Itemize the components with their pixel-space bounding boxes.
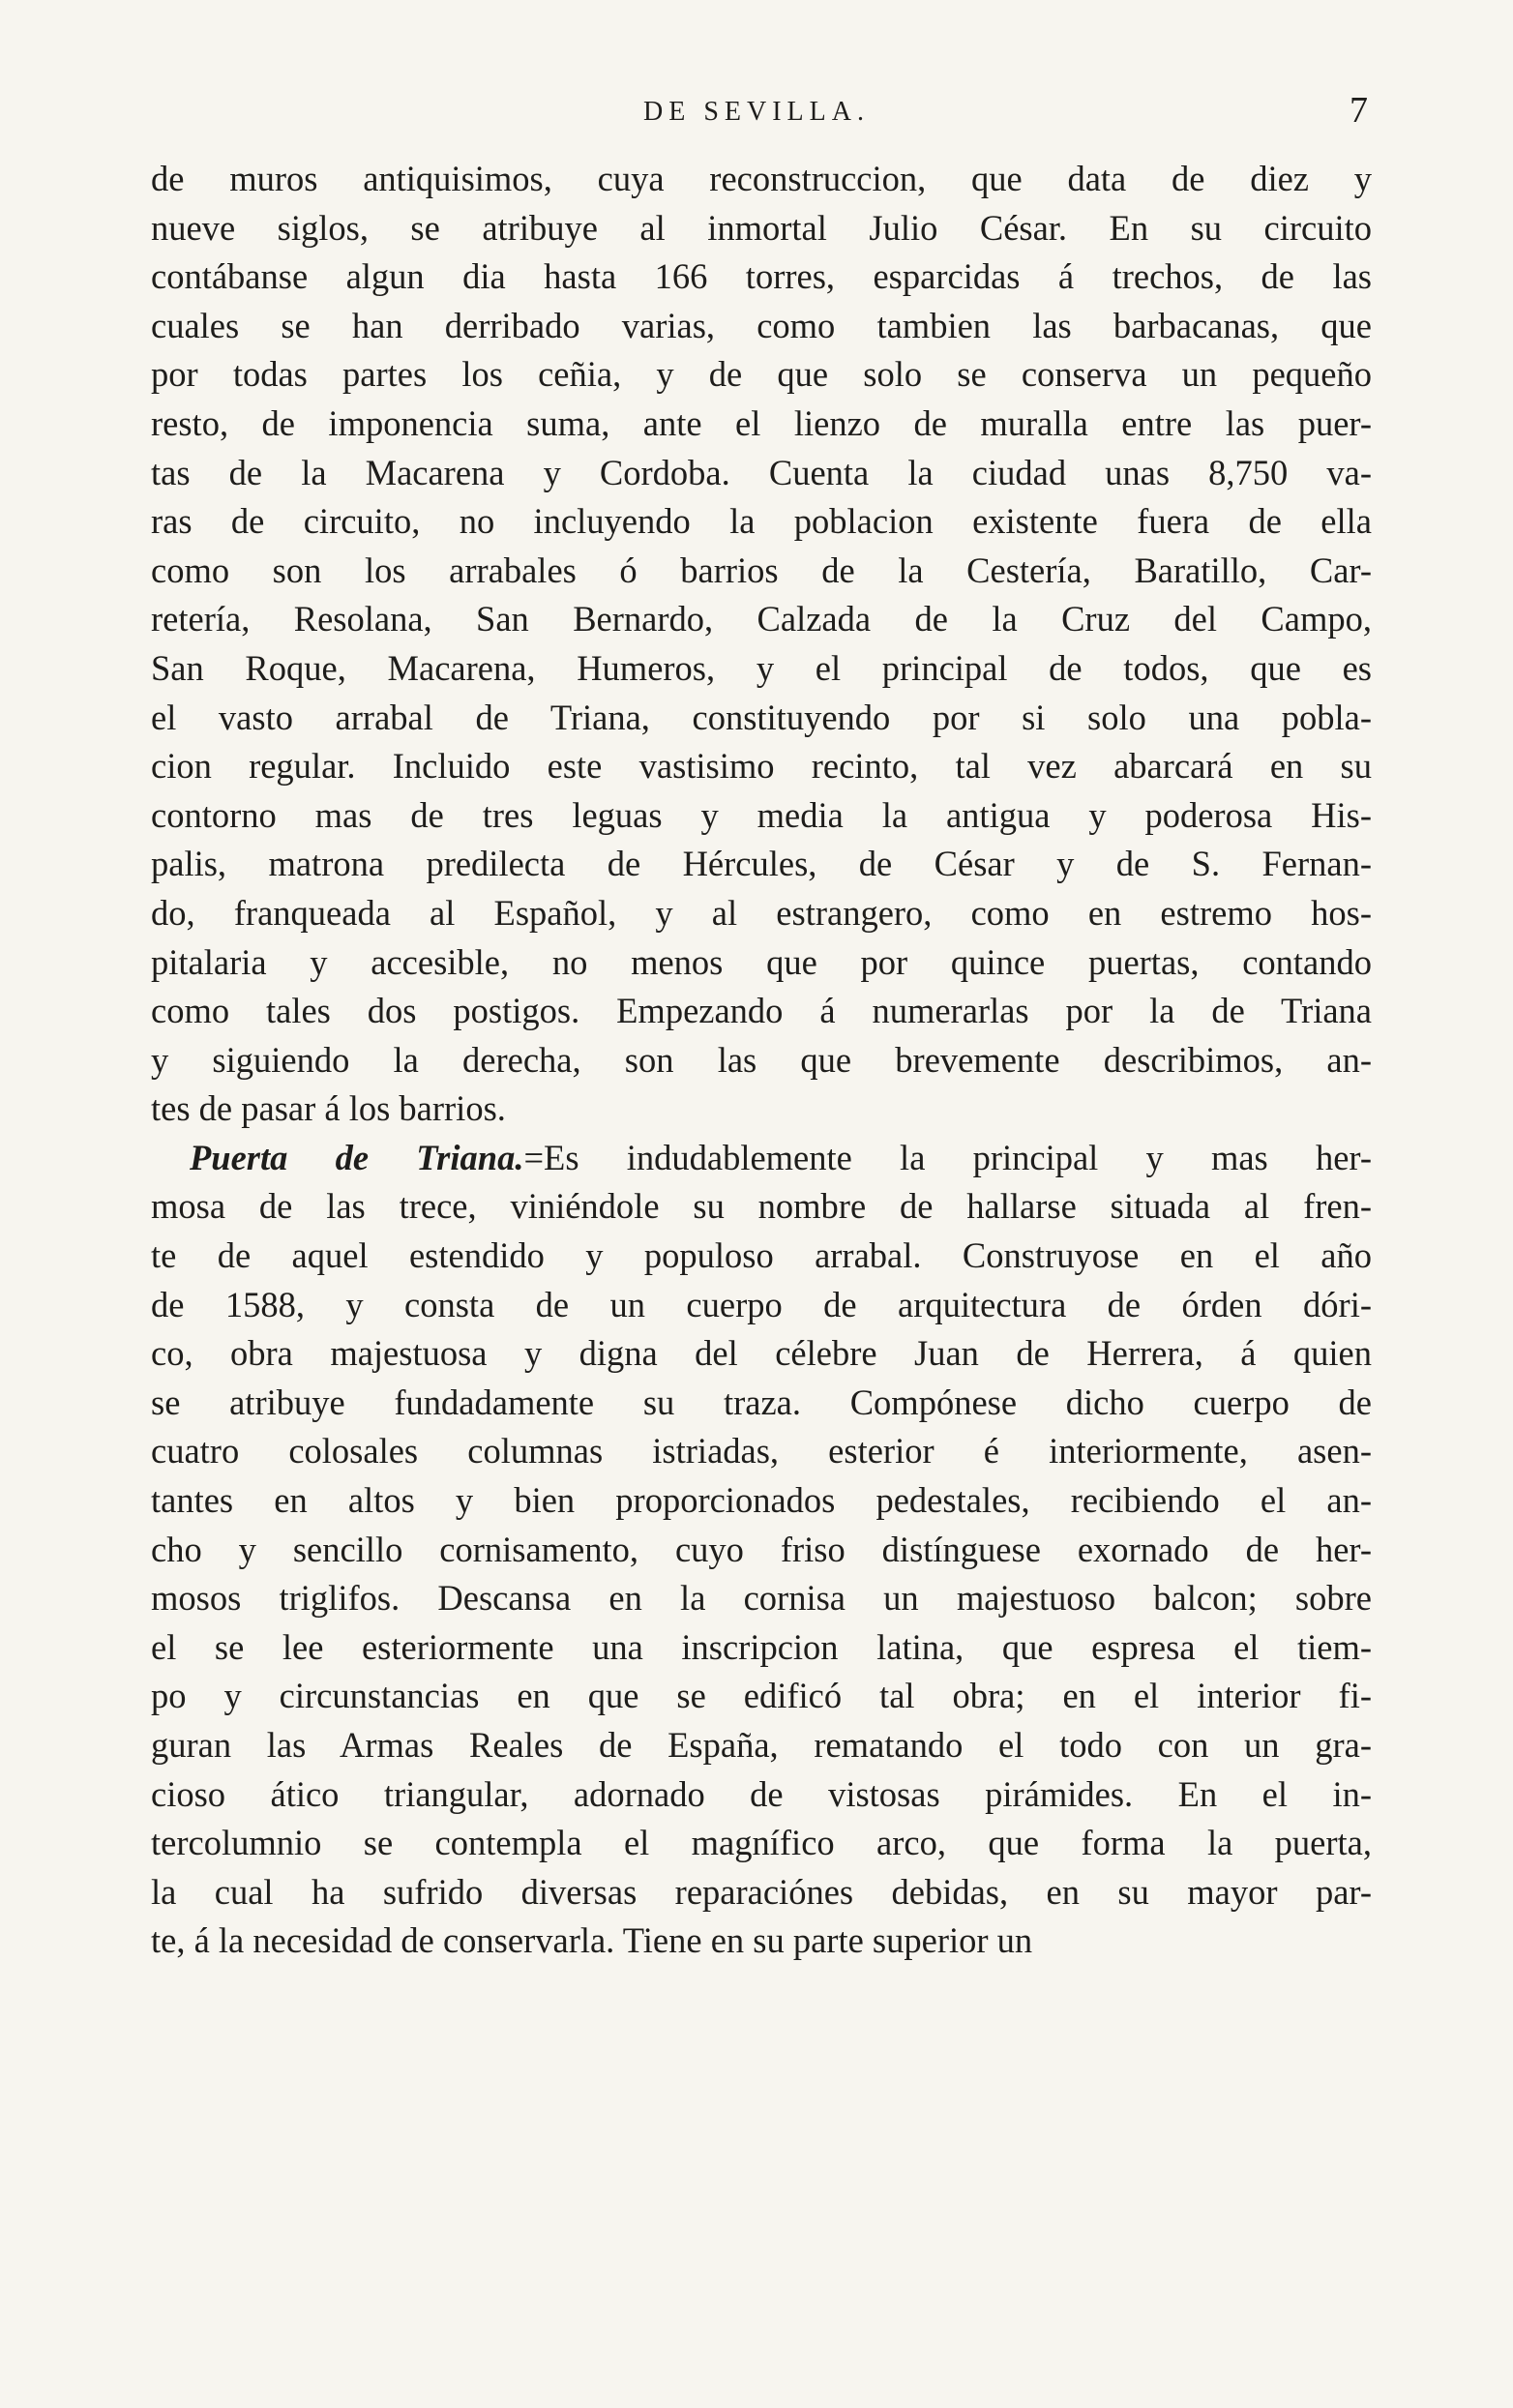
text-line: de muros antiquisimos, cuya reconstruccion, que data de diez y [151, 159, 1372, 198]
text-line: la cual ha sufrido diversas reparaciónes debidas, en su mayor par- [151, 1871, 1372, 1912]
text-line: contábanse algun dia hasta 166 torres, esparcidas á trechos, de las [151, 256, 1372, 297]
section-heading: Puerta de Triana. [190, 1137, 524, 1177]
text-line: mosos triglifos. Descansa en la cornisa un majestuoso balcon; sobre [151, 1578, 1372, 1619]
text-line: como tales dos postigos. Empezando á numerarlas por la de Triana [151, 991, 1372, 1031]
text-line: ras de circuito, no incluyendo la poblacion existente fuera de ella [151, 501, 1372, 542]
paragraph-puerta-triana [151, 1134, 1372, 1966]
text-line: po y circunstancias en que se edificó tal obra; en el interior fi- [151, 1676, 1372, 1716]
text-line: cuatro colosales columnas istriadas, esterior é interiormente, asen- [151, 1431, 1372, 1472]
text-line: tas de la Macarena y Cordoba. Cuenta la ciudad unas 8,750 va- [151, 452, 1372, 492]
text-line: guran las Armas Reales de España, rematando el todo con un gra- [151, 1725, 1372, 1765]
text-line: te, á la necesidad de conservarla. Tiene en su parte superior un [151, 1920, 1033, 1961]
text-line: el se lee esteriormente una inscripcion latina, que espresa el tiem- [151, 1626, 1372, 1667]
text-line: cuales se han derribado varias, como tambien las barbacanas, que [151, 305, 1372, 345]
text-line: cho y sencillo cornisamento, cuyo friso distínguese exornado de her- [151, 1529, 1372, 1569]
text-line: co, obra majestuosa y digna del célebre Juan de Herrera, á quien [151, 1333, 1372, 1374]
text-line: se atribuye fundadamente su traza. Compónese dicho cuerpo de [151, 1382, 1372, 1422]
text-line: pitalaria y accesible, no menos que por quince puertas, contando [151, 941, 1372, 982]
text-line: como son los arrabales ó barrios de la Cestería, Baratillo, Car- [151, 550, 1372, 590]
text-line: por todas partes los ceñia, y de que solo se conserva un pequeño [151, 354, 1372, 395]
text-line: el vasto arrabal de Triana, constituyendo por si solo una pobla- [151, 697, 1372, 737]
text-line: do, franqueada al Español, y al estrangero, como en estremo hos- [151, 892, 1372, 933]
text-line: contorno mas de tres leguas y media la antigua y poderosa His- [151, 794, 1372, 835]
running-title: DE SEVILLA. [643, 97, 870, 127]
text-line: te de aquel estendido y populoso arrabal. Construyose en el año [151, 1235, 1372, 1276]
text-line-rest: =Es indudablemente la principal y mas her- [523, 1137, 1372, 1177]
text-line: de 1588, y consta de un cuerpo de arquitectura de órden dóri- [151, 1284, 1372, 1324]
text-line: retería, Resolana, San Bernardo, Calzada de la Cruz del Campo, [151, 599, 1372, 639]
text-line: San Roque, Macarena, Humeros, y el principal de todos, que es [151, 647, 1372, 688]
text-line: tercolumnio se contempla el magnífico arco, que forma la puerta, [151, 1823, 1372, 1863]
text-line: tantes en altos y bien proporcionados pedestales, recibiendo el an- [151, 1480, 1372, 1521]
text-line: cioso ático triangular, adornado de vistosas pirámides. En el in- [151, 1773, 1372, 1814]
text-line: cion regular. Incluido este vastisimo recinto, tal vez abarcará en su [151, 746, 1372, 787]
text-line: mosa de las trece, viniéndole su nombre de hallarse situada al fren- [151, 1186, 1372, 1227]
body-text [151, 155, 1372, 1966]
text-line: tes de pasar á los barrios. [151, 1088, 506, 1129]
page-number: 7 [1350, 90, 1368, 131]
text-line: resto, de imponencia suma, ante el lienzo de muralla entre las puer- [151, 402, 1372, 443]
text-line: y siguiendo la derecha, son las que brevemente describimos, an- [151, 1039, 1372, 1080]
text-line: palis, matrona predilecta de Hércules, de César y de S. Fernan- [151, 844, 1372, 884]
text-line: nueve siglos, se atribuye al inmortal Julio César. En su circuito [151, 207, 1372, 248]
text-line [151, 1134, 1372, 1183]
paragraph-walls [151, 155, 1372, 1134]
